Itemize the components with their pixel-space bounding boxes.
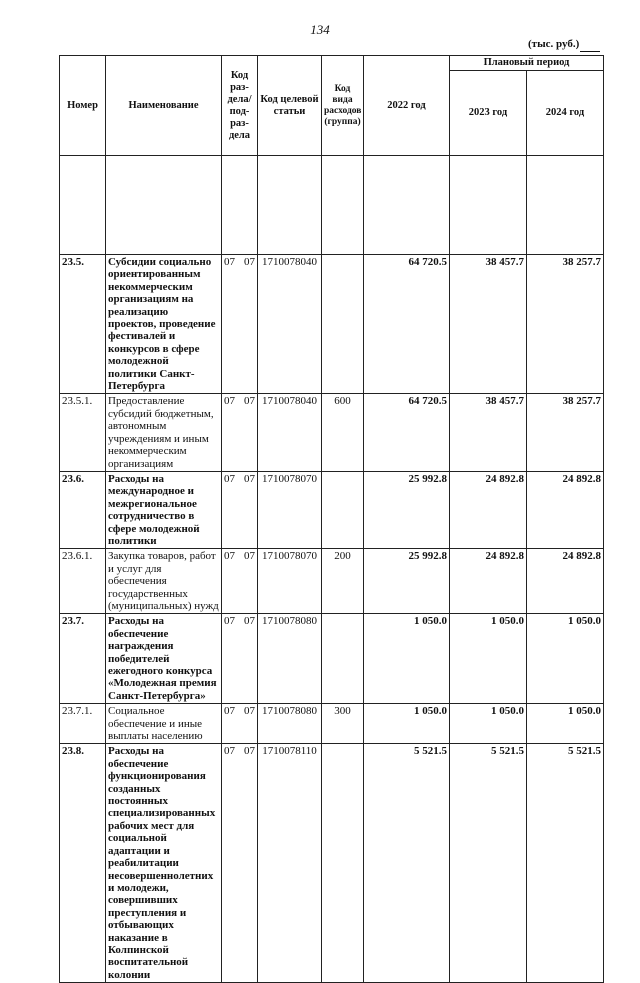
row-target-code: 1710078070 [258,549,322,614]
row-expense-group: 300 [322,704,364,744]
row-name: Расходы на обеспечение награждения победителей ежегодного конкурса «Молодежная премия Санкт-Петербурга» [106,614,222,704]
row-razdel: 07 [224,615,235,628]
row-section-code [222,394,258,471]
row-section-code [222,744,258,983]
row-section-code [222,471,258,548]
row-expense-group [322,255,364,394]
row-podrazdel: 07 [244,745,255,758]
row-number: 23.8. [60,744,106,983]
row-expense-group: 600 [322,394,364,471]
row-target-code: 1710078110 [258,744,322,983]
row-section-code [222,255,258,394]
row-amount-2023: 24 892.8 [450,471,527,548]
header-expense-type: Код вида расходов (группа) [322,56,364,156]
page-number: 134 [310,22,330,37]
row-section-code [222,549,258,614]
row-podrazdel: 07 [244,550,255,563]
units-label: (тыс. руб.) [528,38,580,50]
header-row [60,56,604,71]
row-number: 23.7. [60,614,106,704]
row-number: 23.5. [60,255,106,394]
row-number: 23.7.1. [60,704,106,744]
row-amount-2022: 64 720.5 [364,394,450,471]
row-target-code: 1710078080 [258,704,322,744]
header-name: Наименование [106,56,222,156]
table-row [60,744,604,983]
row-amount-2022: 25 992.8 [364,471,450,548]
row-expense-group [322,471,364,548]
row-name: Закупка товаров, работ и услуг для обеспечения государственных (муниципальных) нужд [106,549,222,614]
row-razdel: 07 [224,395,235,408]
row-amount-2022: 25 992.8 [364,549,450,614]
row-amount-2022: 1 050.0 [364,614,450,704]
row-expense-group [322,744,364,983]
table-row [60,471,604,548]
table-row [60,614,604,704]
row-name: Расходы на обеспечение функционирования созданных постоянных специализированных рабочих мест для социальной адаптации и реабилитации несовершеннолетних и молодежи, совершивших преступления и отбывающих наказание в Колпинской воспитательной колонии [106,744,222,983]
row-amount-2023: 1 050.0 [450,614,527,704]
row-expense-group: 200 [322,549,364,614]
row-name: Субсидии социально ориентированным некоммерческим организациям на реализацию проектов, проведение фестивалей и конкурсов в сфере молодежной политики Санкт-Петербурга [106,255,222,394]
row-amount-2023: 5 521.5 [450,744,527,983]
header-section: Код раз-дела/ под-раз-дела [222,56,258,156]
row-amount-2022: 1 050.0 [364,704,450,744]
row-target-code: 1710078040 [258,255,322,394]
header-2023: 2023 год [450,71,527,156]
header-2024: 2024 год [527,71,604,156]
units-underline [580,51,600,52]
row-podrazdel: 07 [244,256,255,268]
row-section-code [222,704,258,744]
row-amount-2024: 38 257.7 [527,255,604,394]
budget-table [59,55,604,983]
row-number: 23.6.1. [60,549,106,614]
row-amount-2023: 38 457.7 [450,255,527,394]
row-section-code [222,614,258,704]
row-amount-2023: 38 457.7 [450,394,527,471]
row-razdel: 07 [224,745,235,758]
row-name: Социальное обеспечение и иные выплаты населению [106,704,222,744]
row-amount-2022: 5 521.5 [364,744,450,983]
row-podrazdel: 07 [244,615,255,628]
row-amount-2024: 5 521.5 [527,744,604,983]
row-razdel: 07 [224,550,235,563]
row-amount-2022: 64 720.5 [364,255,450,394]
row-target-code: 1710078080 [258,614,322,704]
row-amount-2024: 24 892.8 [527,549,604,614]
row-name: Расходы на международное и межрегиональное сотрудничество в сфере молодежной политики [106,471,222,548]
header-target: Код целевой статьи [258,56,322,156]
table-row [60,255,604,394]
row-target-code: 1710078040 [258,394,322,471]
row-amount-2024: 24 892.8 [527,471,604,548]
table-row [60,549,604,614]
row-podrazdel: 07 [244,395,255,408]
row-number: 23.6. [60,471,106,548]
header-number: Номер [60,56,106,156]
row-amount-2024: 1 050.0 [527,614,604,704]
header-2022: 2022 год [364,56,450,156]
row-razdel: 07 [224,256,235,268]
row-razdel: 07 [224,472,235,485]
row-target-code: 1710078070 [258,471,322,548]
row-amount-2023: 1 050.0 [450,704,527,744]
row-number: 23.5.1. [60,394,106,471]
row-razdel: 07 [224,705,235,718]
row-amount-2024: 1 050.0 [527,704,604,744]
row-podrazdel: 07 [244,472,255,485]
row-name: Предоставление субсидий бюджетным, автономным учреждениям и иным некоммерческим организациям [106,394,222,471]
row-expense-group [322,614,364,704]
header-planned-period: Плановый период [450,56,604,71]
row-amount-2023: 24 892.8 [450,549,527,614]
table-row [60,394,604,471]
spacer-row [60,156,604,255]
row-podrazdel: 07 [244,705,255,718]
table-row [60,704,604,744]
row-amount-2024: 38 257.7 [527,394,604,471]
